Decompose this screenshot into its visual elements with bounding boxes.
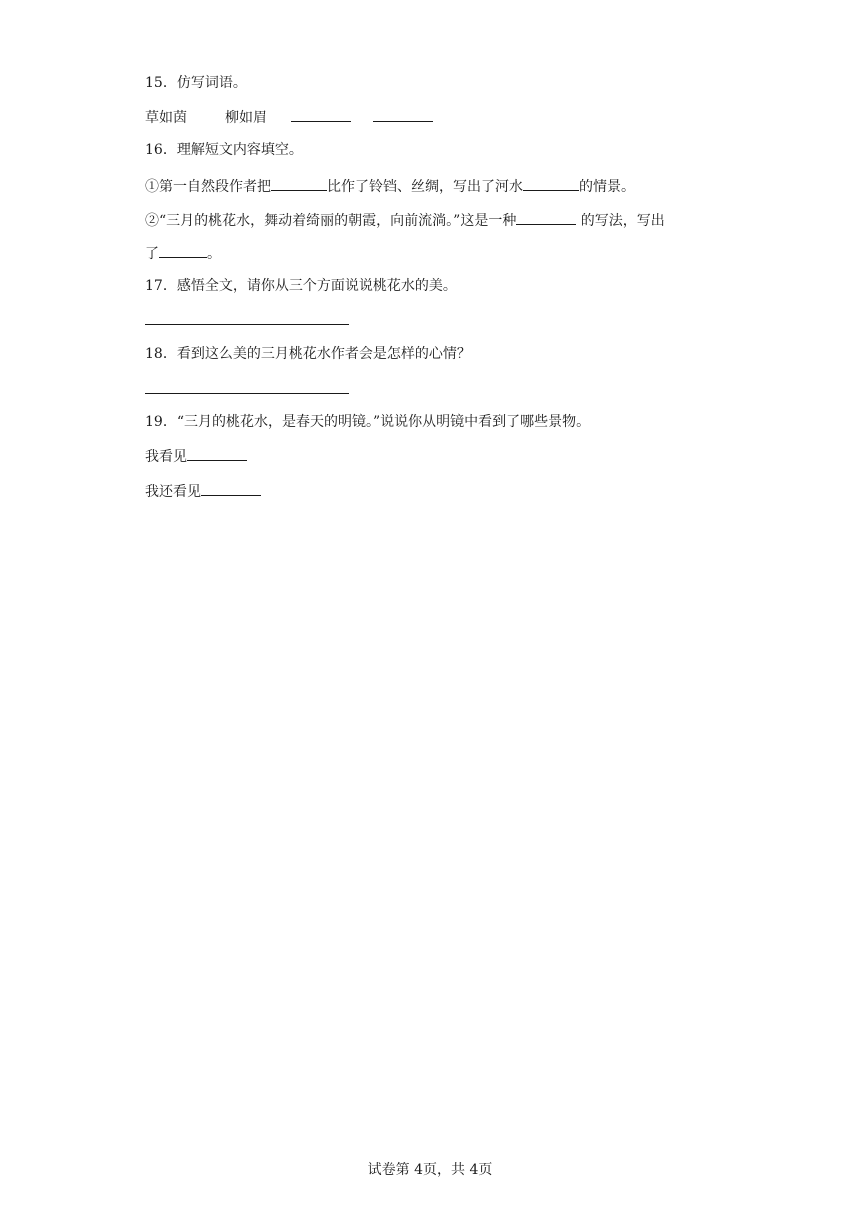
answer-blank-16d[interactable]	[159, 243, 207, 258]
question-19-line2	[145, 481, 261, 501]
question-16-title: 16．理解短文内容填空。	[145, 142, 303, 158]
question-16-sub1	[145, 176, 635, 196]
q16-sub2-text-d: 。	[207, 246, 221, 262]
q16-sub1-text-b: 比作了铃铛、丝绸，写出了河水	[327, 179, 523, 195]
question-18-title: 18．看到这么美的三月桃花水作者会是怎样的心情？	[145, 346, 471, 362]
question-19-line1	[145, 446, 247, 466]
answer-line-17[interactable]	[145, 324, 349, 325]
q16-sub1-text-a: ①第一自然段作者把	[145, 179, 271, 195]
answer-blank-16a[interactable]	[271, 176, 327, 191]
question-19-title: 19．“三月的桃花水，是春天的明镜。”说说你从明镜中看到了哪些景物。	[145, 414, 591, 430]
q16-sub1-text-c: 的情景。	[579, 179, 635, 195]
page-footer: 试卷第 4页，共 4页	[367, 1162, 493, 1178]
word-example-1: 草如茵	[145, 110, 187, 126]
answer-blank-15b[interactable]	[373, 107, 433, 122]
answer-blank-16c[interactable]	[516, 210, 576, 225]
answer-line-18[interactable]	[145, 393, 349, 394]
answer-blank-15a[interactable]	[291, 107, 351, 122]
q19-line2-label: 我还看见	[145, 484, 201, 500]
answer-blank-19b[interactable]	[201, 481, 261, 496]
question-17-title: 17．感悟全文，请你从三个方面说说桃花水的美。	[145, 278, 457, 294]
answer-blank-19a[interactable]	[187, 446, 247, 461]
q16-sub2-text-b: 的写法，写出	[576, 213, 665, 229]
answer-blank-16b[interactable]	[523, 176, 579, 191]
question-15-words	[145, 107, 433, 127]
q16-sub2-text-a: ②“三月的桃花水，舞动着绮丽的朝霞，向前流淌。”这是一种	[145, 213, 517, 229]
question-16-sub2	[145, 210, 665, 230]
question-15-title: 15．仿写词语。	[145, 75, 247, 91]
question-16-sub2-cont	[145, 243, 221, 263]
word-example-2: 柳如眉	[225, 110, 267, 126]
q16-sub2-text-c: 了	[145, 246, 159, 262]
q19-line1-label: 我看见	[145, 449, 187, 465]
